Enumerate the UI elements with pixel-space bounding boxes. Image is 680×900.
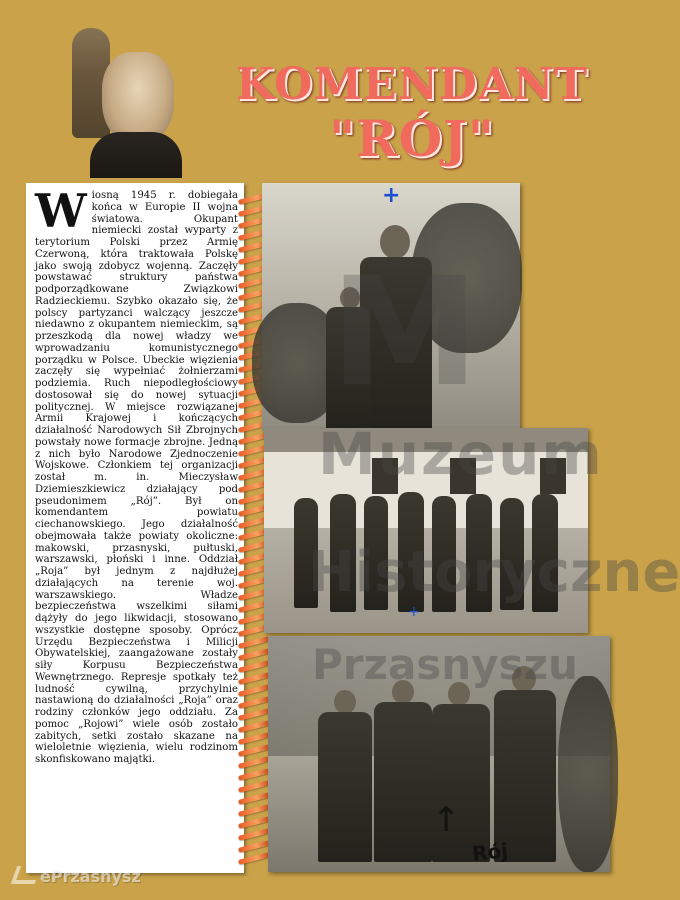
spiral-coil bbox=[238, 804, 270, 817]
woman-portrait-face bbox=[102, 52, 174, 144]
watermark-line-3: Przasnyszu bbox=[312, 640, 578, 689]
partisan-figure bbox=[294, 498, 318, 608]
partisan-figure bbox=[374, 702, 432, 862]
spiral-coil bbox=[238, 768, 270, 781]
spiral-coil bbox=[238, 648, 270, 661]
spiral-coil bbox=[238, 684, 270, 697]
spiral-coil bbox=[238, 672, 270, 685]
spiral-coil bbox=[238, 828, 270, 841]
spiral-coil bbox=[238, 744, 270, 757]
partisan-figure bbox=[330, 494, 356, 612]
head-shape bbox=[334, 690, 356, 714]
building-window bbox=[372, 458, 398, 494]
photo-partisan-portrait bbox=[262, 183, 520, 431]
footer-brand-name: ePrzasnysz bbox=[40, 867, 141, 886]
partisan-figure bbox=[364, 496, 388, 610]
portrait-collage bbox=[62, 22, 192, 180]
handwritten-arrow: ↑ bbox=[432, 800, 461, 840]
foliage-shape bbox=[558, 676, 618, 872]
partisan-figure bbox=[326, 307, 370, 431]
spiral-coil bbox=[238, 732, 270, 745]
head-shape bbox=[380, 225, 410, 259]
article-panel bbox=[26, 183, 244, 873]
partisan-figure bbox=[318, 712, 372, 862]
watermark-line-1: Muzeum bbox=[318, 420, 604, 488]
article-body: iosną 1945 r. dobiegała końca w Europie II wojna światowa. Okupant niemiecki został wyparty z terytorium Polski przez Armię Czerwoną, która traktowała Polskę jako swoją zdobycz wojenną. Zaczęły powstawać struktury państwa podporządkowane Związkowi Radzieckiemu. Szybko okazało się, że polscy partyzanci walczący jeszcze niedawno z okupantem niemieckim, są przeszkodą dla nowej władzy we wprowadzaniu komunistycznego porządku w Polsce. Ubeckie więzienia zaczęły się wypełniać żołnierzami podziemia. Ruch niepodległościowy dostosował się do nowej sytuacji politycznej. W miejsce rozwiązanej Armii Krajowej i kończących działalność Narodowych Sił Zbrojnych powstały nowe formacje zbrojne. Jedną z nich było Narodowe Zjednoczenie Wojskowe. Członkiem tej organizacji został m. in. Mieczysław Dziemieszkiewicz działający pod pseudonimem „Rój”. Był on komendantem powiatu ciechanowskiego. Jego działalność obejmowała także powiaty okoliczne: makowski, przasnyski, pułtuski, warszawski, płoński i inne. Oddział „Roja” był jednym z najdłużej działających na terenie woj. warszawskiego. Władze bezpieczeństwa wszelkimi siłami dążyły do jego likwidacji, stosowano wszystkie dostępne sposoby. Oprócz Urzędu Bezpieczeństwa i Milicji Obywatelskiej, zaangażowane zostały siły Korpusu Bezpieczeństwa Wewnętrznego. Represje spotkały też ludność cywilną, przychylnie nastawioną do działalności „Roja” oraz rodziny członków jego oddziału. Za pomoc „Rojowi” wiele osób zostało zabitych, setki zostało skazane na wieloletnie więzienia, wielu rodzinom skonfiskowano majątki. bbox=[35, 190, 238, 765]
spiral-coil bbox=[238, 720, 270, 733]
building-window bbox=[450, 458, 476, 494]
woman-portrait-body bbox=[90, 132, 182, 178]
head-shape bbox=[448, 682, 470, 706]
spiral-coil bbox=[238, 792, 270, 805]
spiral-coil bbox=[238, 660, 270, 673]
spiral-coil bbox=[238, 840, 270, 853]
spiral-coil bbox=[238, 816, 270, 829]
watermark-letter: M bbox=[330, 246, 480, 420]
partisan-figure bbox=[532, 494, 558, 612]
footer-brand-logo bbox=[14, 866, 141, 886]
partisan-figure bbox=[360, 257, 432, 431]
head-shape bbox=[512, 666, 536, 692]
spiral-coil bbox=[238, 852, 270, 865]
drop-cap: W bbox=[35, 184, 87, 238]
title-line-1: KOMENDANT bbox=[235, 59, 589, 110]
spiral-coil bbox=[238, 780, 270, 793]
building-roof bbox=[264, 428, 588, 452]
page-title bbox=[212, 60, 612, 168]
spiral-coil bbox=[238, 636, 270, 649]
article-text bbox=[35, 184, 238, 766]
head-shape bbox=[392, 680, 414, 704]
partisan-figure bbox=[500, 498, 524, 610]
building-window bbox=[540, 458, 566, 494]
handwritten-caption: Rój bbox=[470, 838, 510, 866]
partisan-figure bbox=[466, 494, 492, 612]
spiral-coil bbox=[238, 696, 270, 709]
watermark-line-2: Historyczne bbox=[308, 540, 680, 605]
spiral-coil bbox=[238, 756, 270, 769]
brand-logo-icon bbox=[11, 866, 42, 884]
spiral-coil bbox=[238, 708, 270, 721]
blue-cross-mark: + bbox=[408, 604, 420, 620]
photo-group-by-building bbox=[264, 428, 588, 633]
blue-cross-mark: + bbox=[382, 183, 401, 208]
partisan-figure bbox=[494, 690, 556, 862]
partisan-figure bbox=[432, 496, 456, 612]
head-shape bbox=[340, 287, 360, 309]
title-line-2: "RÓJ" bbox=[329, 109, 495, 168]
partisan-figure bbox=[398, 492, 424, 612]
